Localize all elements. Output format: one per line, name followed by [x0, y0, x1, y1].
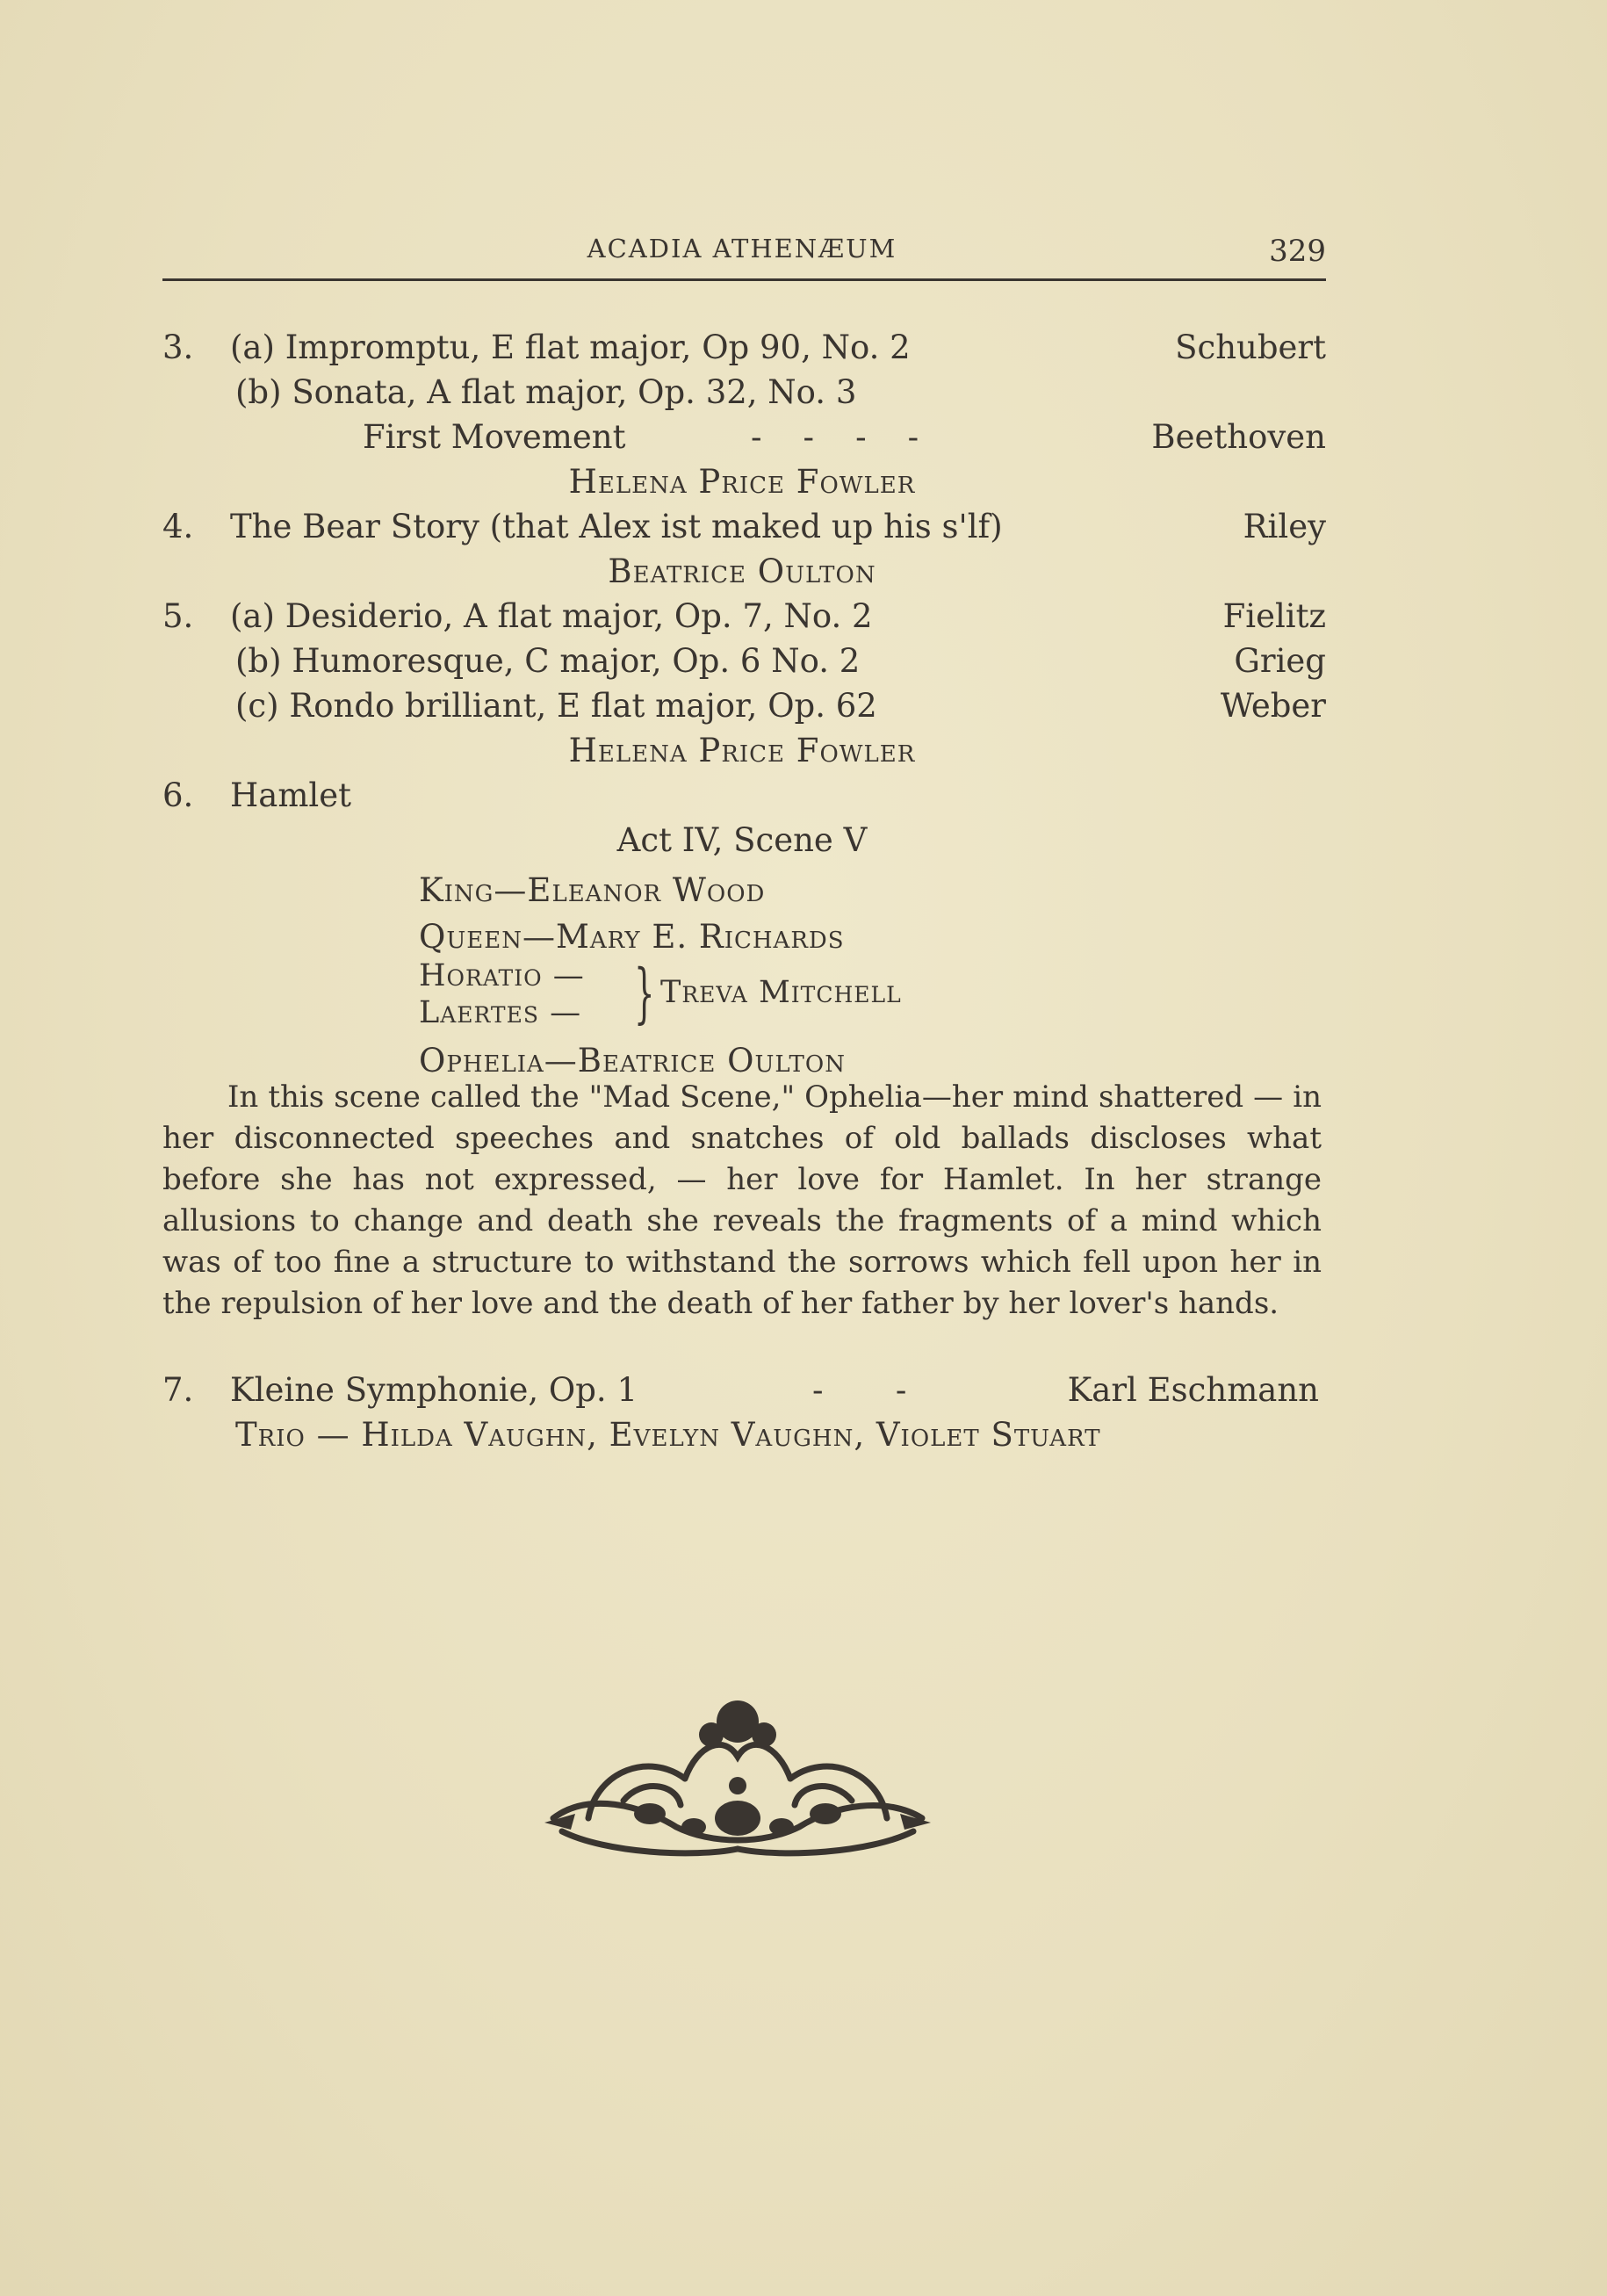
scene-description: [162, 1077, 1322, 1325]
header-rule: [162, 278, 1326, 281]
item-number: 3.: [162, 329, 194, 366]
cast-horatio: Horatio —: [419, 958, 585, 993]
item-3a-composer: Schubert: [1175, 329, 1326, 366]
leader-dashes: - -: [812, 1371, 907, 1409]
item-number: 5.: [162, 597, 194, 635]
item-5c-composer: Weber: [1220, 687, 1326, 725]
cast-queen: Queen—Mary E. Richards: [419, 918, 845, 956]
item-3a-title: (a) Impromptu, E flat major, Op 90, No. 2: [230, 329, 911, 366]
performer: Helena Price Fowler: [568, 732, 916, 769]
item-5c-title: (c) Rondo brilliant, E flat major, Op. 62: [235, 687, 877, 725]
item-3b-composer: Beethoven: [1151, 418, 1326, 456]
cast-laertes: Laertes —: [419, 995, 582, 1030]
item-6-title: Hamlet: [230, 776, 352, 814]
leader-dashes: - - - -: [751, 418, 919, 456]
item-3b-subtitle: First Movement: [363, 418, 626, 456]
cast-ophelia: Ophelia—Beatrice Oulton: [419, 1042, 846, 1079]
item-4-title: The Bear Story (that Alex ist maked up his s'lf): [230, 508, 1003, 545]
brace-icon: }: [634, 956, 655, 1031]
item-number: 4.: [162, 508, 194, 545]
item-number: 7.: [162, 1371, 194, 1409]
item-number: 6.: [162, 776, 194, 814]
item-5b-title: (b) Humoresque, C major, Op. 6 No. 2: [235, 642, 861, 680]
scene-description-text: In this scene called the "Mad Scene," Ophelia—her mind shattered — in her disconnected speeches and snatches of old ballads discloses what before she has not expressed, — her love for Hamlet. In her strange allusions to change and death she reveals the fragments of a mind which was of too fine a structure to withstand the sorrows which fell upon her in the repulsion of her love and the death of her father by her lover's hands.: [162, 1079, 1322, 1321]
cast-horatio-laertes: Treva Mitchell: [660, 975, 902, 1010]
floral-ornament-icon: [536, 1673, 940, 1862]
performer: Beatrice Oulton: [608, 552, 876, 590]
item-7-title: Kleine Symphonie, Op. 1: [230, 1371, 638, 1409]
item-5a-composer: Fielitz: [1222, 597, 1326, 635]
running-header: ACADIA ATHENÆUM: [587, 234, 897, 264]
item-4-composer: Riley: [1243, 508, 1326, 545]
act-scene: Act IV, Scene V: [616, 821, 868, 859]
item-3b-title: (b) Sonata, A flat major, Op. 32, No. 3: [235, 373, 857, 411]
cast-king: King—Eleanor Wood: [419, 871, 766, 909]
performer: Helena Price Fowler: [568, 463, 916, 501]
item-5b-composer: Grieg: [1234, 642, 1326, 680]
page-number: 329: [1269, 234, 1326, 269]
item-5a-title: (a) Desiderio, A flat major, Op. 7, No. 2: [230, 597, 873, 635]
item-7-composer: Karl Eschmann: [1067, 1371, 1319, 1409]
performer: Trio — Hilda Vaughn, Evelyn Vaughn, Violet Stuart: [235, 1416, 1101, 1454]
